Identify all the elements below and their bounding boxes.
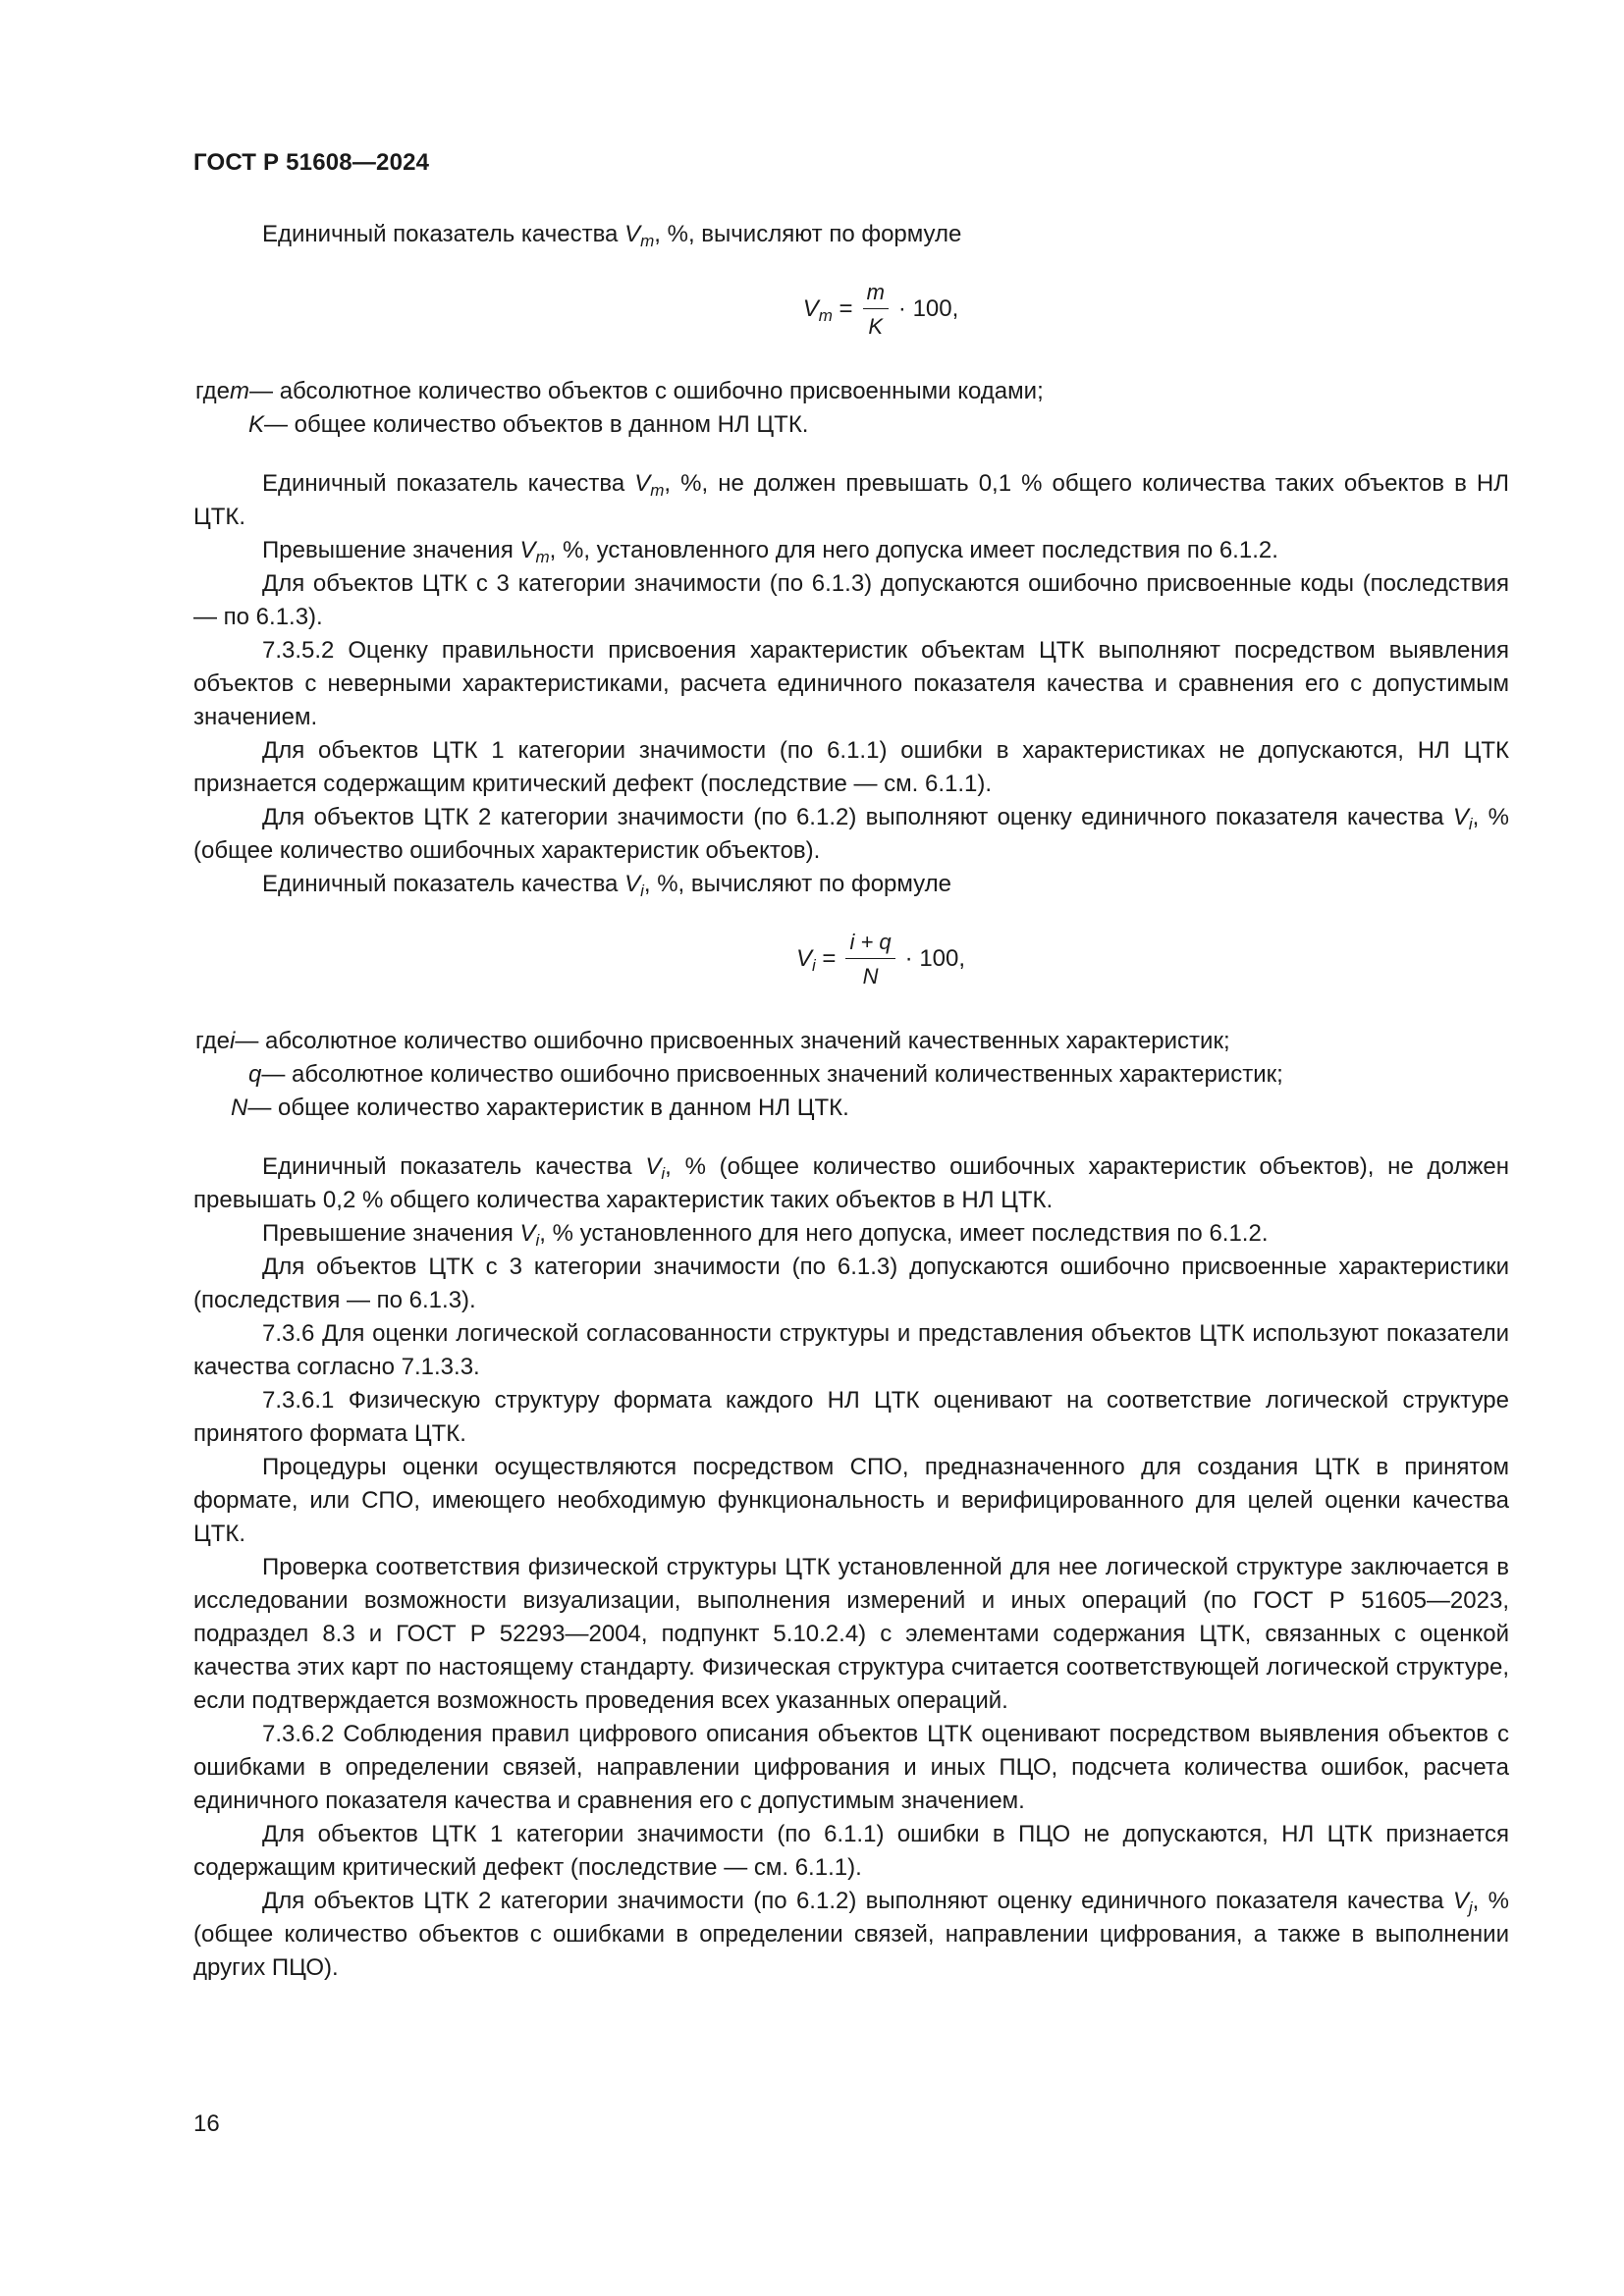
formula-legend	[193, 375, 1509, 442]
fraction: $\frac{i + q}{N}$	[845, 929, 894, 990]
paragraph: Проверка соответствия физической структуры ЦТК установленной для нее логической структуре заключается в исследовании возможности визуализации, выполнения измерений и иных операций (по ГОСТ Р 51605—2023, подраздел 8.3 и ГОСТ Р 52293—2004, подпункт 5.10.2.4) с элементами содержания ЦТК, связанных с оценкой качества этих карт по настоящему стандарту. Физическая структура считается соответствующей логической структуре, если подтверждается возможность проведения всех указанных операций.	[193, 1554, 1509, 1714]
paragraph: Для объектов ЦТК с 3 категории значимости (по 6.1.3) допускаются ошибочно присвоенные характеристики (последствия — по 6.1.3).	[193, 1254, 1509, 1313]
paragraph: Единичный показатель качества $V_m$, %, вычисляют по формуле	[262, 221, 962, 250]
paragraph: 7.3.6 Для оценки логической согласованности структуры и представления объектов ЦТК используют показатели качества согласно 7.1.3.3.	[193, 1320, 1509, 1380]
page-number: 16	[193, 2110, 220, 2137]
paragraph: Единичный показатель качества $V_i$, %, вычисляют по формуле	[262, 871, 951, 900]
legend-row: где m — абсолютное количество объектов с ошибочно присвоенными кодами;	[195, 378, 1044, 404]
paragraph: 7.3.6.2 Соблюдения правил цифрового описания объектов ЦТК оценивают посредством выявления объектов с ошибками в определении связей, направлении цифрования и иных ПЦО, подсчета количества ошибок, расчета единичного показателя качества и сравнения его с допустимым значением.	[193, 1721, 1509, 1814]
paragraph: Для объектов ЦТК 2 категории значимости (по 6.1.2) выполняют оценку единичного показателя качества $V_i$, % (общее количество ошибочных характеристик объектов).	[193, 804, 1509, 864]
paragraph: Превышение значения $V_m$, %, установленного для него допуска имеет последствия по 6.1.2.	[262, 537, 1278, 566]
legend-row: q — абсолютное количество ошибочно присвоенных значений количественных характеристик;	[248, 1061, 1283, 1088]
legend-row: N — общее количество характеристик в данном НЛ ЦТК.	[231, 1095, 849, 1121]
page-content	[193, 218, 1509, 1985]
paragraph: Единичный показатель качества $V_i$, % (общее количество ошибочных характеристик объектов), не должен превышать 0,2 % общего количества характеристик таких объектов в НЛ ЦТК.	[193, 1153, 1510, 1213]
paragraph: Для объектов ЦТК 2 категории значимости (по 6.1.2) выполняют оценку единичного показателя качества $V_j$, % (общее количество объектов с ошибками в определении связей, направлении цифрования, а также в выполнении других ПЦО).	[193, 1888, 1509, 1981]
paragraph: Превышение значения $V_i$, % установленного для него допуска, имеет последствия по 6.1.2.	[262, 1220, 1269, 1250]
formula-vi: $V_i$ = $\frac{i + q}{N}$ · 100,	[795, 929, 966, 988]
paragraph: Процедуры оценки осуществляются посредством СПО, предназначенного для создания ЦТК в принятом формате, или СПО, имеющего необходимую функциональность и верифицированного для целей оценки качества ЦТК.	[193, 1454, 1509, 1547]
paragraph: Единичный показатель качества $V_m$, %, не должен превышать 0,1 % общего количества таких объектов в НЛ ЦТК.	[193, 470, 1509, 530]
formula-legend	[193, 1025, 1509, 1125]
paragraph: Для объектов ЦТК 1 категории значимости (по 6.1.1) ошибки в ПЦО не допускаются, НЛ ЦТК признается содержащим критический дефект (последствие — см. 6.1.1).	[193, 1821, 1509, 1881]
paragraph: Для объектов ЦТК с 3 категории значимости (по 6.1.3) допускаются ошибочно присвоенные коды (последствия — по 6.1.3).	[193, 570, 1509, 630]
paragraph: 7.3.6.1 Физическую структуру формата каждого НЛ ЦТК оценивают на соответствие логической структуре принятого формата ЦТК.	[193, 1387, 1509, 1447]
legend-row: где i — абсолютное количество ошибочно присвоенных значений качественных характеристик;	[195, 1028, 1230, 1054]
fraction: $\frac{m}{K}$	[863, 279, 889, 341]
formula-vm: $V_m$ = $\frac{m}{K}$ · 100,	[802, 279, 959, 339]
legend-row: K — общее количество объектов в данном НЛ ЦТК.	[248, 411, 809, 438]
paragraph: 7.3.5.2 Оценку правильности присвоения характеристик объектам ЦТК выполняют посредством выявления объектов с неверными характеристиками, расчета единичного показателя качества и сравнения его с допустимым значением.	[193, 637, 1509, 730]
paragraph: Для объектов ЦТК 1 категории значимости (по 6.1.1) ошибки в характеристиках не допускаются, НЛ ЦТК признается содержащим критический дефект (последствие — см. 6.1.1).	[193, 737, 1509, 797]
document-header: ГОСТ Р 51608—2024	[193, 149, 430, 176]
